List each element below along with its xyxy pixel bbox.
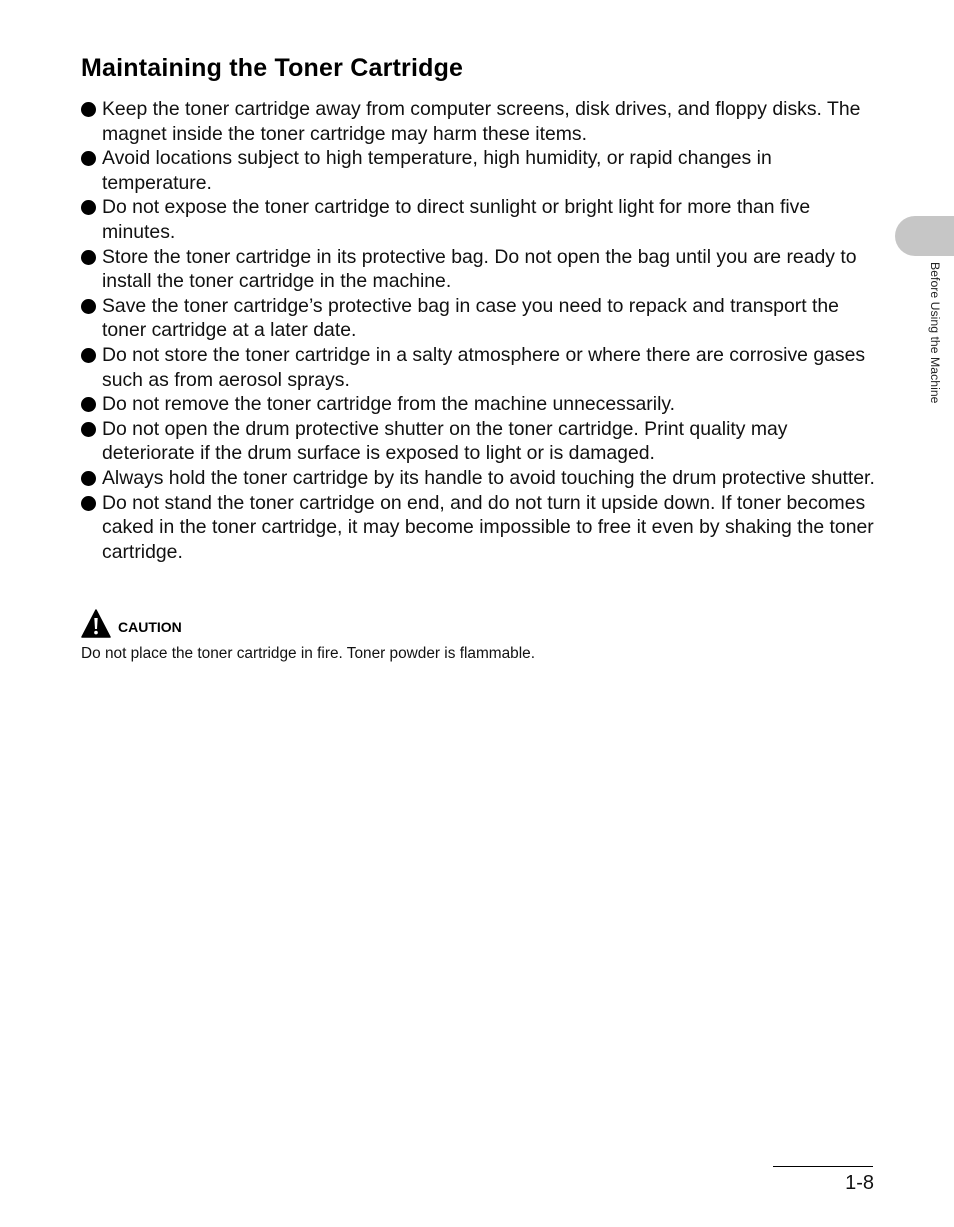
list-item	[81, 146, 881, 195]
bullet-dot-icon	[81, 299, 96, 314]
list-item-text: Do not remove the toner cartridge from the machine unnecessarily.	[102, 393, 676, 416]
chapter-tab-label: Before Using the Machine	[928, 262, 942, 404]
list-item-text: Keep the toner cartridge away from computer screens, disk drives, and floppy disks. The magnet inside the toner cartridge may harm these items.	[102, 98, 861, 145]
list-item	[81, 466, 881, 491]
chapter-tab	[895, 216, 954, 256]
list-item-text: Do not stand the toner cartridge on end, and do not turn it upside down. If toner becomes caked in the toner cartridge, it may become impossible to free it even by shaking the toner cartridge.	[102, 491, 874, 563]
list-item-text: Do not open the drum protective shutter on the toner cartridge. Print quality may deteriorate if the drum surface is exposed to light or is damaged.	[102, 417, 788, 465]
list-item	[81, 343, 881, 392]
list-item	[81, 294, 881, 343]
list-item	[81, 417, 881, 466]
list-item	[81, 245, 881, 294]
list-item	[81, 195, 881, 244]
bullet-dot-icon	[81, 250, 96, 265]
list-item-text: Save the toner cartridge’s protective bag in case you need to repack and transport the toner cartridge at a later date.	[102, 294, 839, 342]
caution-label: CAUTION	[118, 619, 182, 635]
list-item-text: Do not expose the toner cartridge to direct sunlight or bright light for more than five minutes.	[102, 196, 811, 243]
list-item	[81, 97, 881, 146]
bullet-dot-icon	[81, 348, 96, 363]
list-item-text: Always hold the toner cartridge by its handle to avoid touching the drum protective shutter.	[102, 466, 875, 489]
list-item	[81, 392, 881, 417]
warning-triangle-icon	[81, 609, 111, 639]
page-number: 1-8	[845, 1172, 874, 1194]
bullet-dot-icon	[81, 471, 96, 486]
list-item-text: Store the toner cartridge in its protective bag. Do not open the bag until you are ready to install the toner cartridge in the machine.	[102, 245, 857, 293]
precautions-list	[81, 97, 881, 564]
caution-heading	[81, 609, 182, 639]
bullet-dot-icon	[81, 397, 96, 412]
list-item	[81, 491, 881, 565]
bullet-dot-icon	[81, 496, 96, 511]
footer-rule	[773, 1166, 873, 1167]
caution-text: Do not place the toner cartridge in fire. Toner powder is flammable.	[81, 645, 535, 662]
list-item-text: Avoid locations subject to high temperature, high humidity, or rapid changes in temperature.	[102, 147, 772, 194]
section-heading: Maintaining the Toner Cartridge	[81, 54, 464, 82]
bullet-dot-icon	[81, 151, 96, 166]
bullet-dot-icon	[81, 200, 96, 215]
bullet-dot-icon	[81, 102, 96, 117]
bullet-dot-icon	[81, 422, 96, 437]
list-item-text: Do not store the toner cartridge in a salty atmosphere or where there are corrosive gases such as from aerosol sprays.	[102, 343, 866, 391]
